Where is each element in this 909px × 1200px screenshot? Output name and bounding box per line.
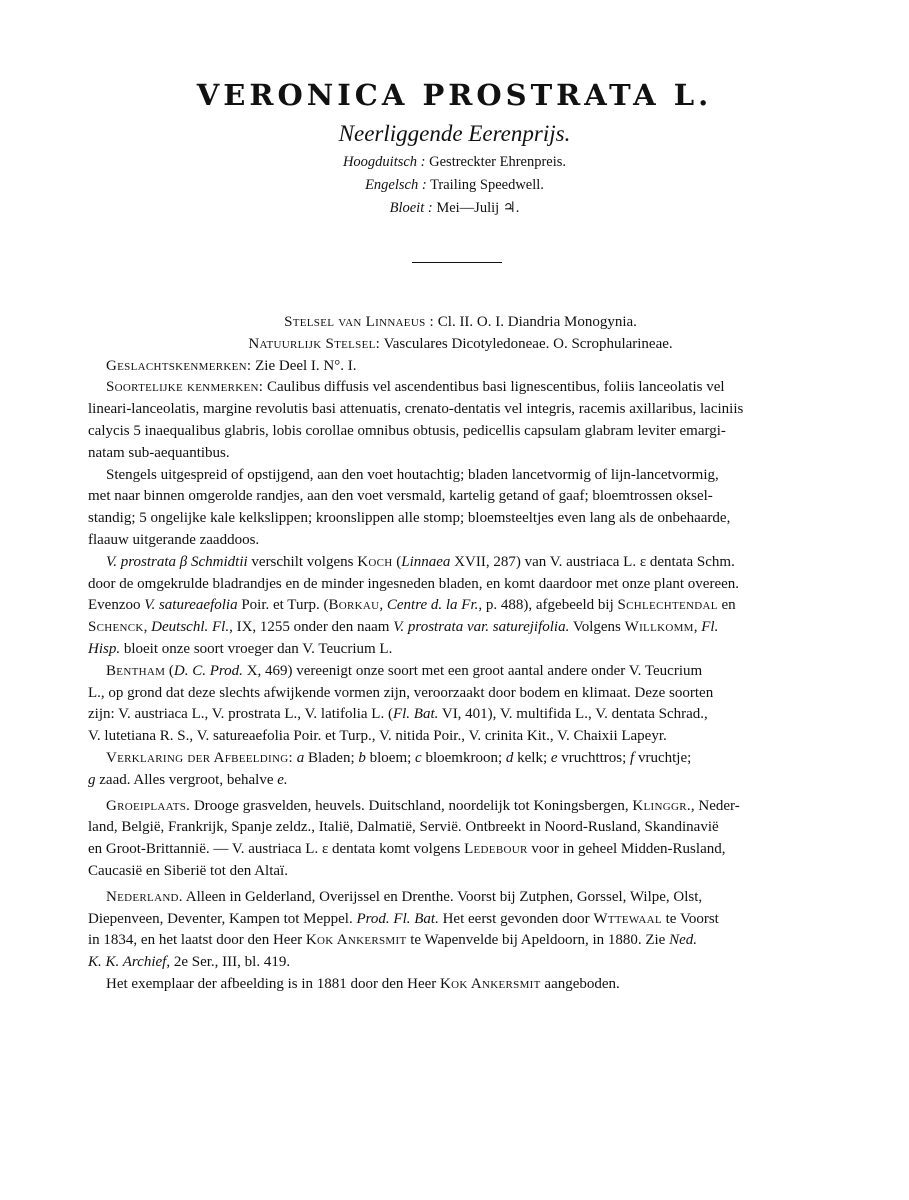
reference-title: Centre d. la Fr. <box>386 597 479 614</box>
figure-text: Bladen; <box>307 749 355 766</box>
species-paragraph <box>88 377 833 464</box>
variety-text: verschilt volgens <box>251 553 354 570</box>
habitat-line: land, België, Frankrijk, Spanje zeldz., Italië, Dalmatië, Servië. Ontbreekt in Noord-Rusland, Skandinavië <box>88 819 719 836</box>
author-name: Wttewaal <box>593 910 662 927</box>
nederland-text: Diepenveen, Deventer, Kampen tot Meppel. <box>88 910 353 927</box>
species-line: lineari-lanceolatis, margine revolutis basi attenuatis, crenato-dentatis vel integris, racemis axillaribus, laciniis <box>88 401 744 418</box>
bentham-line: V. lutetiana R. S., V. satureaefolia Poir. et Turp., V. nitida Poir., V. crinita Kit., V. Chaixii Lapeyr. <box>88 728 667 745</box>
bentham-line <box>88 704 833 726</box>
author-name: Schlechtendal <box>617 597 718 614</box>
variety-text: XVII, 287) van V. austriaca L. ε dentata Schm. <box>454 553 735 570</box>
german-label: Hoogduitsch : <box>342 154 426 170</box>
variety-line: door de omgekrulde bladrandjes en de minder ingesneden bladen, en komt daardoor met onze plant overeen. <box>88 575 740 592</box>
nederland-line <box>88 887 833 909</box>
natural-value: Vasculares Dicotyledoneae. O. Scrophularineae. <box>383 335 673 352</box>
figure-letter: g <box>88 771 96 788</box>
figure-line <box>88 770 833 792</box>
reference-title: Linnaea <box>401 553 451 570</box>
habitat-text: voor in geheel Midden-Rusland, <box>531 841 726 858</box>
linnaeus-value: Cl. II. O. I. Diandria Monogynia. <box>437 314 637 330</box>
bloom-line <box>0 197 909 220</box>
species-dutch-line: standig; 5 ongelijke kale kelkslippen; kroonslippen alle stomp; bloemsteeltjes even lang als de onbehaarde, <box>88 510 731 527</box>
german-name: Gestreckter Ehrenpreis. <box>429 154 567 170</box>
habitat-paragraph <box>88 796 833 883</box>
habitat-text: Drooge grasvelden, heuvels. Duitschland, noordelijk tot Koningsbergen, <box>193 797 629 814</box>
species-dutch-paragraph <box>88 465 833 552</box>
figure-letter: e <box>550 749 558 766</box>
figure-text: vruchttros; <box>561 749 627 766</box>
figure-text: kelk; <box>517 749 548 766</box>
reference-title: Prod. Fl. Bat. <box>356 910 439 927</box>
nederland-line <box>88 930 833 952</box>
variety-text: en <box>721 597 736 614</box>
habitat-line <box>88 796 833 818</box>
nederland-text: te Voorst <box>665 910 719 927</box>
habitat-label: Groeiplaats. <box>106 797 191 814</box>
reference-title: Deutschl. Fl. <box>151 619 230 636</box>
common-names-block <box>0 151 909 220</box>
nederland-text: te Wapenvelde bij Apeldoorn, in 1880. Zie <box>410 932 666 949</box>
nederland-text: , 2e Ser., III, bl. 419. <box>166 954 291 971</box>
habitat-text: , Neder- <box>690 797 740 814</box>
species-text: Caulibus diffusis vel ascendentibus basi lignescentibus, foliis lanceolatis vel <box>267 379 725 396</box>
variety-text: ( <box>396 553 402 570</box>
nederland-text: in 1834, en het laatst door den Heer <box>88 932 303 949</box>
species-line <box>88 377 833 399</box>
figure-text: bloemkroon; <box>425 749 503 766</box>
figure-text: bloem; <box>369 749 412 766</box>
nederland-line <box>88 974 833 996</box>
genus-value: Zie Deel I. N°. I. <box>255 357 357 374</box>
species-label: Soortelijke kenmerken: <box>106 379 264 396</box>
natural-system-line <box>88 334 833 356</box>
figure-letter: c <box>415 749 422 766</box>
author-name: Borkau <box>328 597 380 614</box>
author-name: Klinggr. <box>632 797 691 814</box>
author-name: Kok Ankersmit <box>305 932 407 949</box>
reference-title: D. C. Prod. <box>173 662 243 679</box>
variety-line <box>88 639 833 661</box>
genus-label: Geslachtskenmerken: <box>106 357 252 374</box>
variety-text: , <box>693 619 698 636</box>
figure-label: Verklaring der Afbeelding: <box>106 749 293 766</box>
linnaeus-system-line <box>88 312 833 334</box>
variety-text: Volgens <box>572 619 621 636</box>
divider-rule <box>412 262 502 263</box>
nederland-text: aangeboden. <box>544 975 620 992</box>
linnaeus-label: Stelsel van Linnaeus : <box>284 314 435 330</box>
figure-text: zaad. Alles vergroot, behalve <box>99 771 274 788</box>
figure-letter: e. <box>277 771 288 788</box>
reference-title: K. K. Archief <box>88 954 167 971</box>
figure-letter: a <box>296 749 305 766</box>
species-line: calycis 5 inaequalibus glabris, lobis corollae omnibus obtusis, pedicellis capsulam glabram leviter emargi- <box>88 422 726 439</box>
bentham-line: L., op grond dat deze slechts afwijkende vormen zijn, veroorzaakt door bodem en klimaat. Deze soorten <box>88 684 714 701</box>
variety-text: , <box>143 619 148 636</box>
nederland-label: Nederland. <box>106 888 183 905</box>
variety-name: V. prostrata var. saturejifolia. <box>393 619 570 636</box>
species-dutch-line: Stengels uitgespreid of opstijgend, aan den voet houtachtig; bladen lancetvormig of lijn-lancetvormig, <box>106 466 719 483</box>
german-name-line <box>0 151 909 174</box>
variety-paragraph <box>88 552 833 661</box>
variety-text: , <box>379 597 384 614</box>
author-name: Koch <box>357 553 393 570</box>
figure-letter: f <box>630 749 635 766</box>
english-name: Trailing Speedwell. <box>430 177 544 193</box>
genus-line <box>88 356 833 378</box>
reference-title: Fl. <box>701 619 719 636</box>
author-name: Schenck <box>88 619 144 636</box>
habitat-line: Caucasië en Siberië tot den Altaï. <box>88 862 288 879</box>
variety-name: V. satureaefolia <box>144 597 238 614</box>
bentham-text: ( <box>168 662 174 679</box>
species-dutch-line: flaauw uitgerande zaaddoos. <box>88 531 260 548</box>
page-title: VERONICA PROSTRATA L. <box>196 78 713 112</box>
variety-text: bloeit onze soort vroeger dan V. Teucrium L. <box>123 640 393 657</box>
variety-line <box>88 552 833 574</box>
variety-line <box>88 595 833 617</box>
reference-title: Hisp. <box>88 640 121 657</box>
author-name: Kok Ankersmit <box>440 975 541 992</box>
nederland-text: Het exemplaar der afbeelding is in 1881 door den Heer <box>106 975 437 992</box>
reference-title: Fl. Bat. <box>392 706 439 723</box>
nederland-line <box>88 909 833 931</box>
figure-letter: d <box>505 749 514 766</box>
variety-name: V. prostrata β Schmidtii <box>106 553 248 570</box>
variety-text: Poir. et Turp. ( <box>241 597 329 614</box>
species-dutch-line: met naar binnen omgerolde randjes, aan den voet versmald, kartelig getand of gaaf; bloemtrossen oksel- <box>88 488 713 505</box>
figure-letter: b <box>358 749 366 766</box>
author-name: Willkomm <box>624 619 694 636</box>
document-body <box>88 312 833 996</box>
bentham-text: zijn: V. austriaca L., V. prostrata L., V. latifolia L. ( <box>88 706 393 723</box>
bloom-label: Bloeit : <box>389 200 433 216</box>
figure-text: vruchtje; <box>637 749 692 766</box>
natural-label: Natuurlijk Stelsel: <box>248 335 381 352</box>
variety-text: , p. 488), afgebeeld bij <box>478 597 614 614</box>
bentham-line <box>88 661 833 683</box>
variety-text: Evenzoo <box>88 597 141 614</box>
nederland-paragraph <box>88 887 833 996</box>
nederland-line <box>88 952 833 974</box>
habitat-line <box>88 839 833 861</box>
bloom-value: Mei—Julij ♃. <box>436 200 520 216</box>
figure-line <box>88 748 833 770</box>
species-line: natam sub-aequantibus. <box>88 444 230 461</box>
author-name: Ledebour <box>464 841 528 858</box>
figure-explanation-paragraph <box>88 748 833 792</box>
reference-title: Ned. <box>669 932 698 949</box>
nederland-text: Het eerst gevonden door <box>442 910 590 927</box>
english-label: Engelsch : <box>365 177 427 193</box>
nederland-text: Alleen in Gelderland, Overijssel en Drenthe. Voorst bij Zutphen, Gorssel, Wilpe, Olst, <box>185 888 703 905</box>
author-name: Bentham <box>106 662 166 679</box>
english-name-line <box>0 174 909 197</box>
habitat-text: en Groot-Brittannië. — V. austriaca L. ε dentata komt volgens <box>88 841 461 858</box>
bentham-text: X, 469) vereenigt onze soort met een groot aantal andere onder V. Teucrium <box>246 662 703 679</box>
variety-line <box>88 617 833 639</box>
bentham-text: VI, 401), V. multifida L., V. dentata Schrad., <box>441 706 708 723</box>
dutch-common-name: Neerliggende Eerenprijs. <box>338 121 571 146</box>
variety-text: , IX, 1255 onder den naam <box>229 619 390 636</box>
bentham-paragraph <box>88 661 833 748</box>
